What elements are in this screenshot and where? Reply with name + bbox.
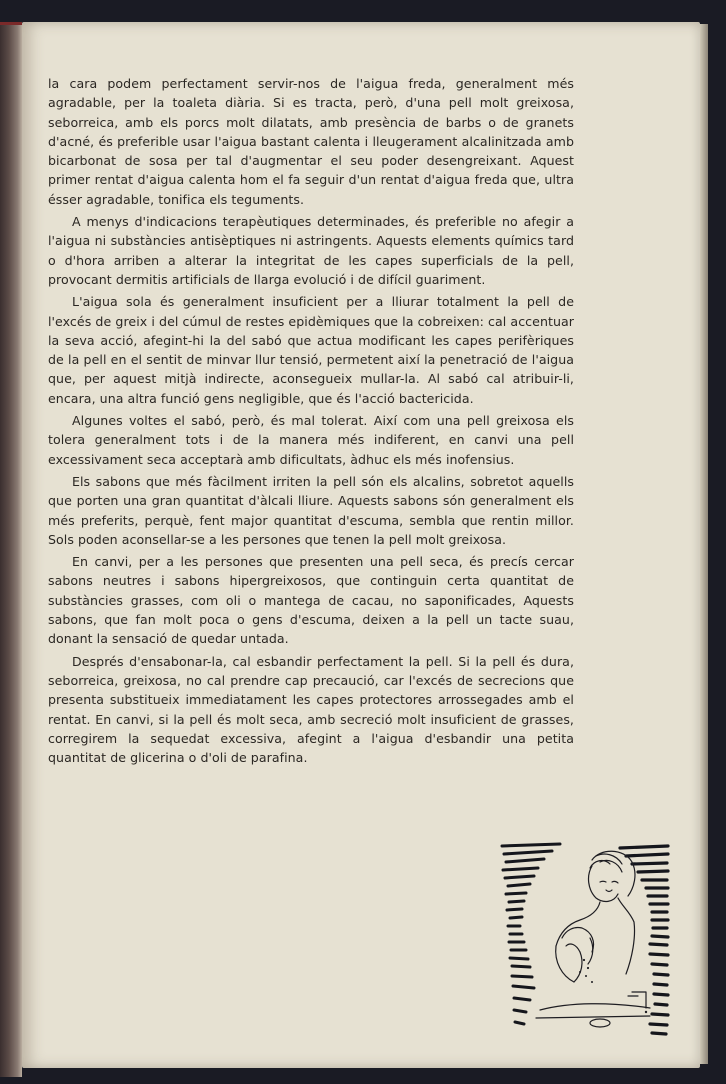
body-text	[48, 74, 574, 770]
woman-washing-face-icon	[500, 842, 670, 1037]
paragraph-4: Algunes voltes el sabó, però, és mal tolerat. Així com una pell greixosa els tolera generalment tots i de la manera més indiferent, en canvi una pell excessivament seca acceptarà amb dificultats, àdhuc els més inofensius.	[48, 413, 574, 467]
paragraph-2: A menys d'indicacions terapèutiques determinades, és preferible no afegir a l'aigua ni substàncies antisèptiques ni astringents. Aquests elements químics tard o d'hora arriben a alterar la integritat de les capes superficials de la pell, provocant dermitis artificials de llarga evolució i de difícil guariment.	[48, 214, 574, 287]
paragraph-3: L'aigua sola és generalment insuficient per a lliurar totalment la pell de l'excés de greix i del cúmul de restes epidèmiques que la cobreixen: cal accentuar la seva acció, afegint-hi la del sabó que actua modificant les capes perifèriques de la pell en el sentit de minvar llur tensió, permetent així la penetració de l'aigua que, per aquest mitjà indirecte, aconsegueix mullar-la. Al sabó cal atribuir-li, encara, una altra funció gens negligible, que és l'acció bactericida.	[48, 294, 574, 406]
book-cover-edge	[0, 22, 22, 1077]
paragraph-1: la cara podem perfectament servir-nos de l'aigua freda, generalment més agradable, per la toaleta diària. Si es tracta, però, d'una pell molt greixosa, seborreica, amb els porcs molt dilatats, amb presència de barbs o de granets d'acné, és preferible usar l'aigua bastant calenta i lleugerament alcalinitzada amb bicarbonat de sosa per tal d'augmentar el seu poder desengreixant. Aquest primer rentat d'aigua calenta hom el fa seguir d'un rentat d'aigua freda que, ultra ésser agradable, tonifica els teguments.	[48, 76, 574, 207]
paragraph-6: En canvi, per a les persones que presenten una pell seca, és precís cercar sabons neutres i sabons hipergreixosos, que continguin certa quantitat de substàncies grasses, com oli o mantega de cacau, no saponificades, Aquests sabons, que fan molt poca o gens d'escuma, deixen a la pell un tacte suau, donant la sensació de quedar untada.	[48, 554, 574, 647]
page-edge	[700, 24, 708, 1064]
book-page	[22, 22, 700, 1068]
paragraph-5: Els sabons que més fàcilment irriten la pell són els alcalins, sobretot aquells que porten una gran quantitat d'àlcali lliure. Aquests sabons són generalment els més preferits, perquè, fent major quantitat d'escuma, sembla que rentin millor. Sols poden aconsellar-se a les persones que tenen la pell molt greixosa.	[48, 473, 574, 547]
paragraph-7: Després d'ensabonar-la, cal esbandir perfectament la pell. Si la pell és dura, seborreica, greixosa, no cal prendre cap precaució, car l'excés de secrecions que presenta substitueix immediatament les capes protectores arrossegades amb el rentat. En canvi, si la pell és molt seca, amb secreció molt insuficient de grasses, corregirem la sequedat excessiva, afegint a l'aigua d'esbandir una petita quantitat de glicerina o d'oli de parafina.	[48, 653, 574, 766]
